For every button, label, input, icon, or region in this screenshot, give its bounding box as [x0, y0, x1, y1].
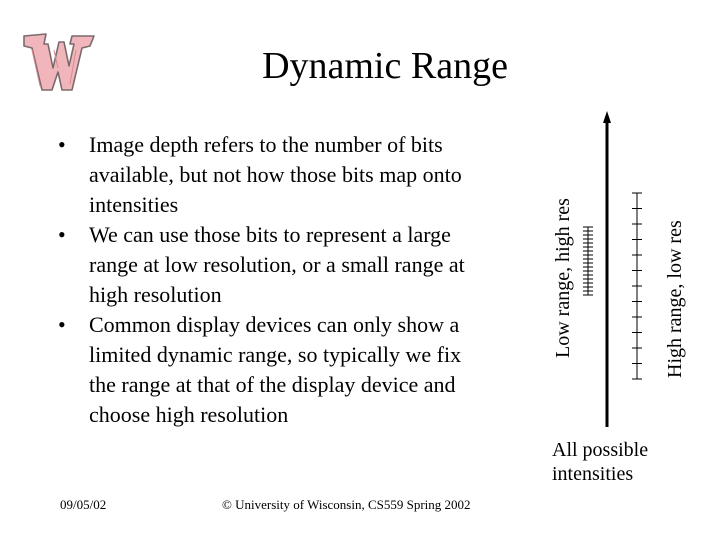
bullet-line: range at low resolution, or a small range at — [89, 252, 465, 277]
footer-copyright: © University of Wisconsin, CS559 Spring 2002 — [222, 497, 471, 512]
slide-title: Dynamic Range — [262, 45, 508, 87]
bullet-line: intensities — [89, 192, 179, 217]
bullet-item — [58, 310, 528, 430]
bullet-line: We can use those bits to represent a large — [89, 222, 451, 247]
low-range-label: Low range, high res — [552, 198, 574, 358]
high-range-ticks — [632, 193, 642, 379]
high-range-label: High range, low res — [664, 220, 686, 378]
bullet-line: high resolution — [89, 282, 222, 307]
all-intensities-label — [552, 438, 648, 486]
bullet-symbol: • — [58, 222, 66, 247]
all-intensities-line: intensities — [552, 463, 634, 485]
all-intensities-line: All possible — [552, 439, 649, 461]
bullet-line: Common display devices can only show a — [89, 312, 460, 337]
intensity-axis-arrowhead — [603, 111, 611, 123]
bullet-line: the range at that of the display device and — [89, 372, 456, 397]
low-range-ticks — [583, 227, 593, 295]
intensity-range-diagram — [560, 105, 720, 435]
bullet-line: available, but not how those bits map onto — [89, 162, 462, 187]
bullet-line: Image depth refers to the number of bits — [89, 132, 443, 157]
bullet-symbol: • — [58, 132, 66, 157]
bullet-line: limited dynamic range, so typically we fix — [89, 342, 462, 367]
footer-date: 09/05/02 — [60, 497, 107, 512]
bullet-line: choose high resolution — [89, 402, 289, 427]
bullet-symbol: • — [58, 312, 66, 337]
bullet-item — [58, 130, 528, 220]
bullet-list — [58, 130, 528, 430]
bullet-item — [58, 220, 528, 310]
